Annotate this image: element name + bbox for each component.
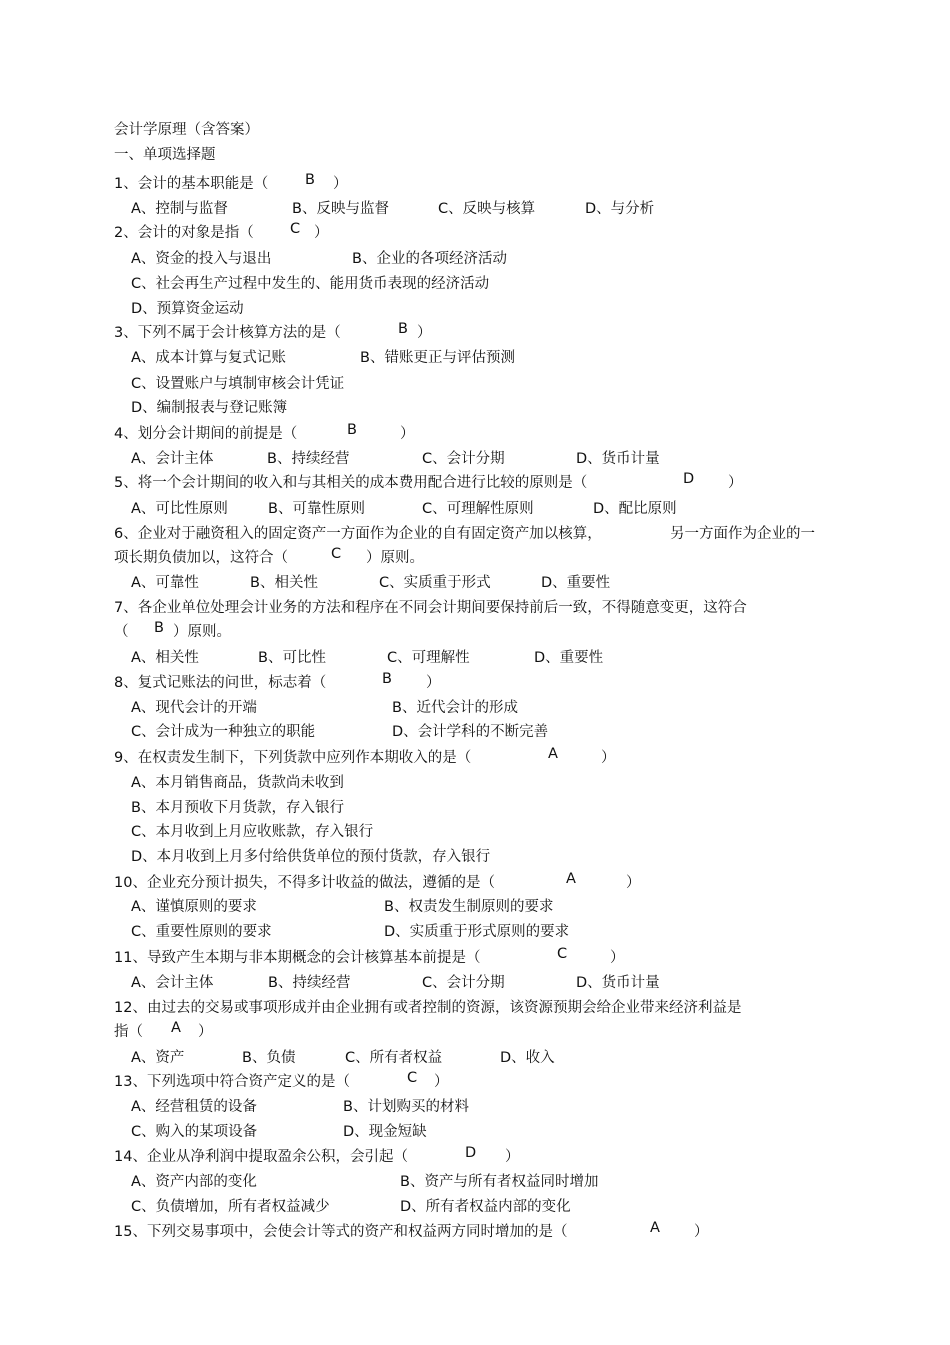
option-a: A、资产 (131, 1050, 185, 1066)
question-close: ） (626, 875, 641, 891)
answer-letter: C (557, 946, 568, 962)
option-d: D、配比原则 (593, 501, 677, 517)
option-b: B、错账更正与评估预测 (360, 350, 515, 366)
question-close: ） (417, 325, 432, 341)
question-close: ） (198, 1024, 213, 1040)
option-b: B、反映与监督 (292, 201, 389, 217)
answer-letter: A (650, 1220, 660, 1236)
option-d: D、本月收到上月多付给供货单位的预付货款，存入银行 (131, 849, 491, 865)
option-b: B、近代会计的形成 (392, 700, 518, 716)
option-c: C、重要性原则的要求 (131, 924, 272, 940)
answer-letter: C (331, 546, 342, 562)
question-stem-continued: 另一方面作为企业的一 (670, 526, 815, 542)
option-a: A、现代会计的开端 (131, 700, 257, 716)
option-c: C、负债增加，所有者权益减少 (131, 1199, 330, 1215)
option-a: A、相关性 (131, 650, 199, 666)
question-close: ） (426, 675, 441, 691)
option-d: D、重要性 (534, 650, 604, 666)
option-d: D、与分析 (585, 201, 655, 217)
question-stem: 6、企业对于融资租入的固定资产一方面作为企业的自有固定资产加以核算， (114, 526, 602, 542)
option-b: B、权责发生制原则的要求 (384, 899, 554, 915)
question-open: （ (114, 624, 129, 640)
option-a: A、成本计算与复式记账 (131, 350, 286, 366)
option-c: C、会计分期 (422, 975, 505, 991)
answer-letter: B (382, 671, 392, 687)
option-a: A、谨慎原则的要求 (131, 899, 257, 915)
option-d: D、现金短缺 (343, 1124, 427, 1140)
option-c: C、实质重于形式 (379, 575, 491, 591)
option-b: B、计划购买的材料 (343, 1099, 469, 1115)
question-stem: 8、复式记账法的问世，标志着（ (114, 675, 327, 691)
question-close: ） (434, 1074, 449, 1090)
question-stem: 3、下列不属于会计核算方法的是（ (114, 325, 341, 341)
question-stem-second-line: 项长期负债加以，这符合（ (114, 550, 288, 566)
question-stem: 4、划分会计期间的前提是（ (114, 426, 298, 442)
option-b: B、资产与所有者权益同时增加 (400, 1174, 599, 1190)
question-close: ） (728, 475, 743, 491)
question-close: ） (601, 750, 616, 766)
option-d: D、货币计量 (576, 451, 660, 467)
option-a: A、资产内部的变化 (131, 1174, 257, 1190)
answer-letter: A (566, 871, 576, 887)
answer-letter: C (290, 221, 301, 237)
answer-letter: B (347, 422, 357, 438)
option-c: C、社会再生产过程中发生的、能用货币表现的经济活动 (131, 276, 490, 292)
answer-letter: A (548, 746, 558, 762)
question-close: ）原则。 (173, 624, 231, 640)
question-stem: 5、将一个会计期间的收入和与其相关的成本费用配合进行比较的原则是（ (114, 475, 588, 491)
option-a: A、会计主体 (131, 975, 214, 991)
answer-letter: D (683, 471, 695, 487)
option-a: A、资金的投入与退出 (131, 251, 272, 267)
answer-letter: D (465, 1145, 477, 1161)
option-b: B、可比性 (258, 650, 326, 666)
option-c: C、会计成为一种独立的职能 (131, 724, 316, 740)
option-d: D、预算资金运动 (131, 301, 244, 317)
option-c: C、可理解性 (387, 650, 470, 666)
section-heading: 一、单项选择题 (114, 147, 216, 163)
option-d: D、货币计量 (576, 975, 660, 991)
question-stem: 11、导致产生本期与非本期概念的会计核算基本前提是（ (114, 950, 481, 966)
option-c: C、设置账户与填制审核会计凭证 (131, 376, 345, 392)
answer-letter: C (407, 1070, 418, 1086)
option-c: C、所有者权益 (345, 1050, 443, 1066)
option-a: A、经营租赁的设备 (131, 1099, 257, 1115)
option-d: D、所有者权益内部的变化 (400, 1199, 571, 1215)
question-stem: 9、在权责发生制下，下列货款中应列作本期收入的是（ (114, 750, 472, 766)
answer-letter: B (154, 620, 164, 636)
option-d: D、编制报表与登记账簿 (131, 400, 288, 416)
option-c: C、本月收到上月应收账款，存入银行 (131, 824, 374, 840)
option-c: C、购入的某项设备 (131, 1124, 258, 1140)
option-b: B、负债 (242, 1050, 296, 1066)
option-b: B、可靠性原则 (268, 501, 365, 517)
question-stem: 15、下列交易事项中，会使会计等式的资产和权益两方同时增加的是（ (114, 1224, 568, 1240)
option-a: A、可比性原则 (131, 501, 228, 517)
option-a: A、可靠性 (131, 575, 199, 591)
question-close: ） (400, 426, 415, 442)
option-c: C、会计分期 (422, 451, 505, 467)
answer-letter: B (398, 321, 408, 337)
question-close: ）原则。 (366, 550, 424, 566)
option-a: A、本月销售商品，货款尚未收到 (131, 775, 344, 791)
option-c: C、可理解性原则 (422, 501, 534, 517)
question-stem: 10、企业充分预计损失，不得多计收益的做法，遵循的是（ (114, 875, 495, 891)
option-d: D、会计学科的不断完善 (392, 724, 549, 740)
question-close: ） (314, 225, 329, 241)
option-c: C、反映与核算 (438, 201, 536, 217)
question-stem: 2、会计的对象是指（ (114, 225, 254, 241)
option-b: B、本月预收下月货款，存入银行 (131, 800, 344, 816)
option-d: D、收入 (500, 1050, 555, 1066)
question-close: ） (333, 176, 348, 192)
question-close: ） (610, 950, 625, 966)
question-close: ） (694, 1224, 709, 1240)
option-a: A、控制与监督 (131, 201, 228, 217)
question-stem: 7、各企业单位处理会计业务的方法和程序在不同会计期间要保持前后一致，不得随意变更，这符合 (114, 600, 747, 616)
question-stem-second-line: 指（ (114, 1024, 143, 1040)
option-b: B、企业的各项经济活动 (352, 251, 507, 267)
answer-letter: A (171, 1020, 181, 1036)
answer-letter: B (305, 172, 315, 188)
option-d: D、重要性 (541, 575, 611, 591)
option-b: B、持续经营 (267, 451, 350, 467)
option-a: A、会计主体 (131, 451, 214, 467)
question-stem: 1、会计的基本职能是（ (114, 176, 269, 192)
document-title: 会计学原理（含答案） (114, 122, 259, 138)
question-stem: 13、下列选项中符合资产定义的是（ (114, 1074, 350, 1090)
question-close: ） (505, 1149, 520, 1165)
option-b: B、相关性 (250, 575, 318, 591)
option-d: D、实质重于形式原则的要求 (384, 924, 570, 940)
option-b: B、持续经营 (268, 975, 351, 991)
question-stem: 12、由过去的交易或事项形成并由企业拥有或者控制的资源，该资源预期会给企业带来经济利益是 (114, 1000, 742, 1016)
question-stem: 14、企业从净利润中提取盈余公积，会引起（ (114, 1149, 408, 1165)
